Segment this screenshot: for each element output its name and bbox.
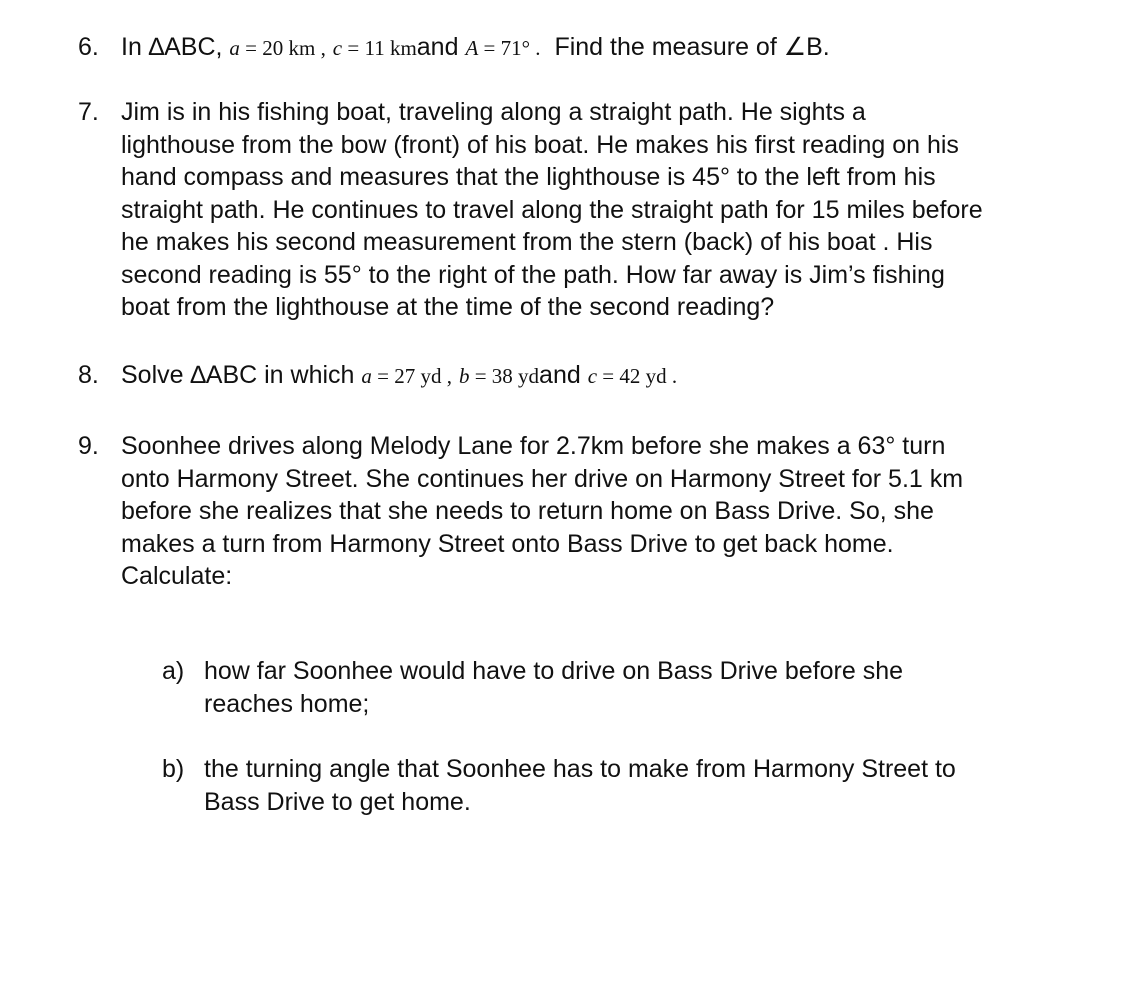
text-segment: and xyxy=(416,33,459,61)
text-line: hand compass and measures that the lighthouse is 45° to the left from his xyxy=(121,163,936,191)
problem-text xyxy=(121,430,1108,593)
problem-number: 6. xyxy=(78,33,99,61)
text-line: Jim is in his fishing boat, traveling along a straight path. He sights a xyxy=(121,98,866,126)
text-line: how far Soonhee would have to drive on Bass Drive before she xyxy=(204,657,904,685)
subquestion-a xyxy=(162,655,1062,720)
problem-number: 8. xyxy=(78,361,99,389)
text-segment: Solve ∆ABC in which xyxy=(121,361,355,389)
problem-text xyxy=(121,31,1108,65)
subquestion-text xyxy=(204,753,1062,818)
text-line: straight path. He continues to travel along the straight path for 15 miles before xyxy=(121,195,983,224)
problem-7 xyxy=(78,96,1108,324)
problem-text xyxy=(121,359,1108,393)
problem-number: 7. xyxy=(78,98,99,126)
text-line: he makes his second measurement from the stern (back) of his boat . His xyxy=(121,228,933,256)
math-angle-a: A = 71° . xyxy=(465,36,541,60)
text-line: the turning angle that Soonhee has to make from Harmony Street to xyxy=(204,755,956,783)
math-side-a: a = 20 km , xyxy=(229,36,326,60)
subquestion-label: a) xyxy=(162,657,185,685)
subquestion-label: b) xyxy=(162,755,185,783)
text-line: second reading is 55° to the right of the path. How far away is Jim’s fishing xyxy=(121,260,945,289)
text-line: lighthouse from the bow (front) of his boat. He makes his first reading on his xyxy=(121,130,959,159)
math-side-c: c = 42 yd . xyxy=(587,364,678,388)
text-line: Bass Drive to get home. xyxy=(204,787,471,816)
subquestion-b xyxy=(162,753,1062,818)
problem-number: 9. xyxy=(78,432,99,460)
math-side-c: c = 11 km xyxy=(332,36,417,60)
problem-8 xyxy=(78,359,1108,393)
subquestion-text xyxy=(204,655,1062,720)
text-line: boat from the lighthouse at the time of the second reading? xyxy=(121,293,775,321)
text-segment: In ∆ABC, xyxy=(121,33,223,61)
text-segment: and xyxy=(539,361,581,389)
text-line: makes a turn from Harmony Street onto Bass Drive to get back home. xyxy=(121,529,894,558)
text-segment: Find the measure of ∠B. xyxy=(554,33,830,61)
math-side-a: a = 27 yd , xyxy=(361,364,452,388)
text-line: onto Harmony Street. She continues her drive on Harmony Street for 5.1 km xyxy=(121,464,964,493)
math-side-b: b = 38 yd xyxy=(458,364,540,388)
problem-9 xyxy=(78,430,1108,593)
text-line: reaches home; xyxy=(204,689,370,718)
problem-text xyxy=(121,96,1108,324)
text-line: before she realizes that she needs to return home on Bass Drive. So, she xyxy=(121,497,934,525)
problem-6 xyxy=(78,31,1108,65)
text-line: Calculate: xyxy=(121,562,233,590)
text-line: Soonhee drives along Melody Lane for 2.7km before she makes a 63° turn xyxy=(121,432,946,460)
